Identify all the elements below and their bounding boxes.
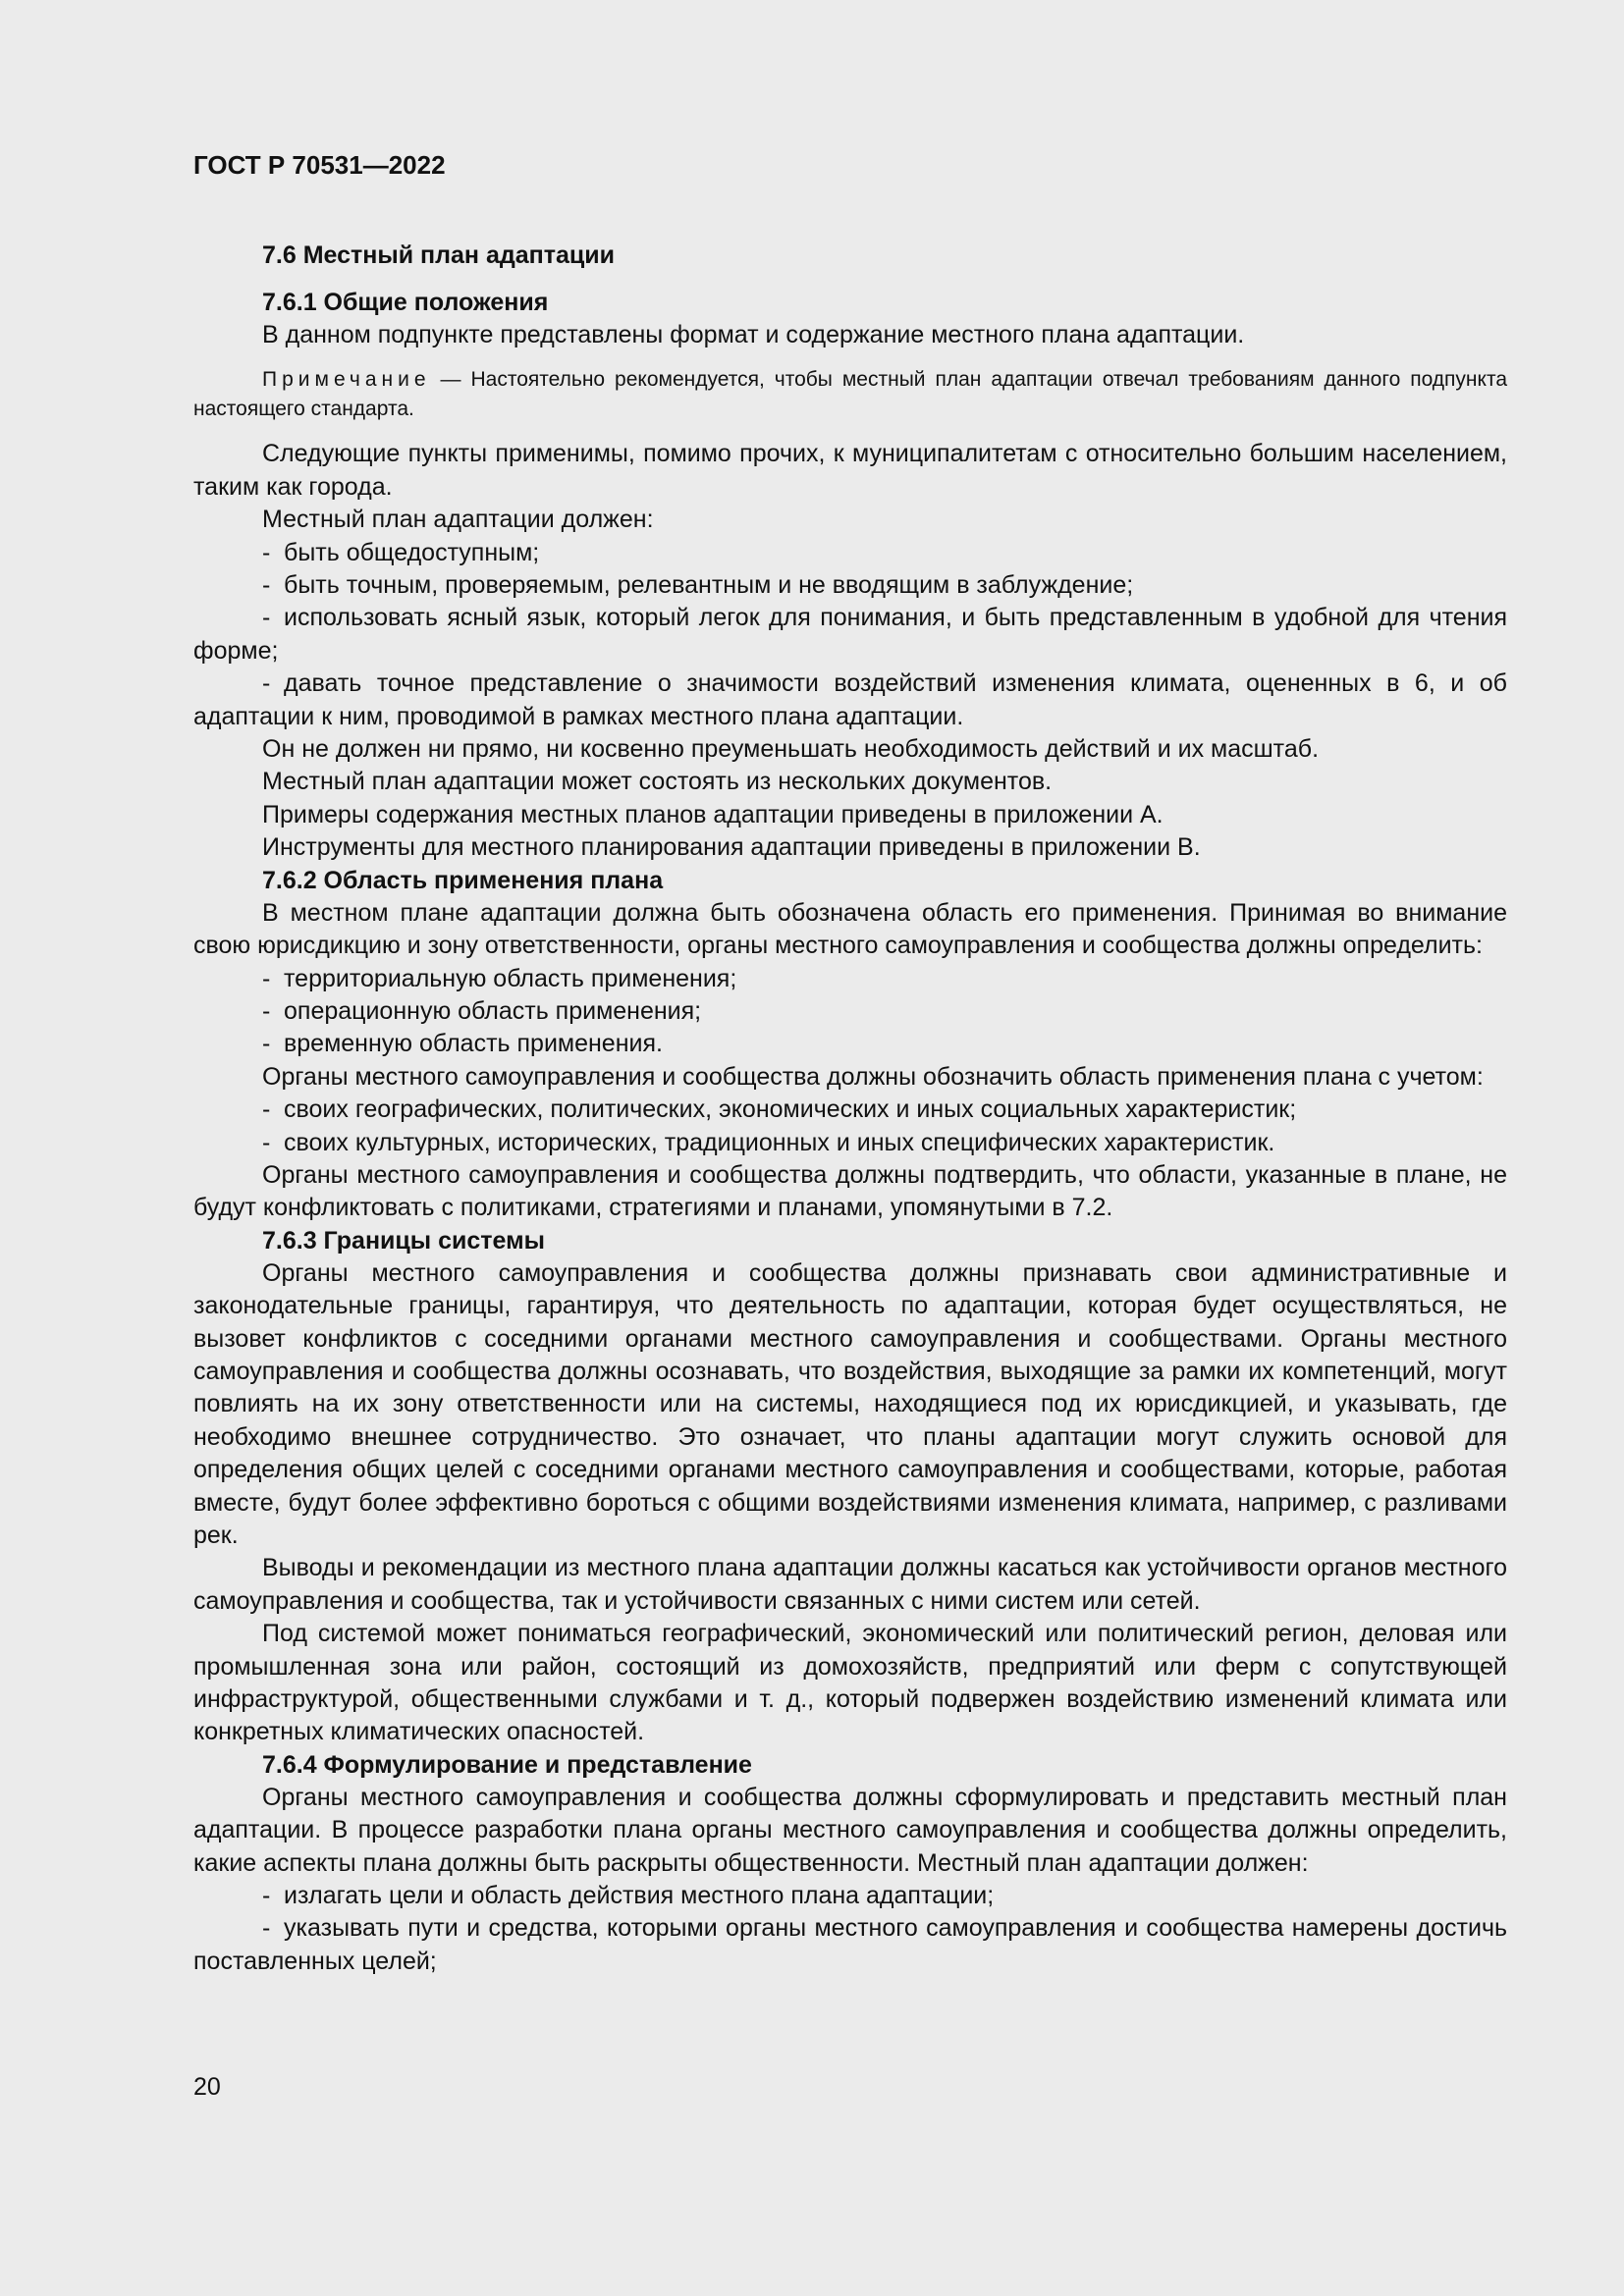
list-item (193, 1880, 1507, 1912)
list-item-text: излагать цели и область действия местного плана адаптации; (284, 1882, 995, 1910)
paragraph: Инструменты для местного планирования адаптации приведены в приложении В. (262, 833, 1201, 862)
paragraph: Органы местного самоуправления и сообщества должны сформулировать и представить местный план адаптации. В процессе разработки плана органы местного самоуправления и сообщества должны определить, какие аспекты плана должны быть раскрыты общественности. Местный план адаптации должен: (193, 1783, 1507, 1877)
paragraph: Следующие пункты применимы, помимо прочих, к муниципалитетам с относительно большим населением, таким как города. (193, 440, 1507, 501)
note (193, 365, 1507, 424)
list-dash: - (262, 1128, 271, 1156)
list-item (193, 1127, 1507, 1159)
list-dash: - (262, 1095, 271, 1124)
list-dash: - (262, 538, 271, 566)
list-item-text: временную область применения. (284, 1030, 663, 1058)
list-item (193, 1094, 1507, 1126)
list-dash: - (262, 1030, 271, 1058)
list-item-text: быть точным, проверяемым, релевантным и не вводящим в заблуждение; (284, 571, 1134, 600)
list-item (193, 667, 1507, 733)
list-item-text: использовать ясный язык, который легок для понимания, и быть представленным в удобной для чтения форме; (193, 604, 1507, 665)
document-page (193, 147, 1507, 1978)
note-label: Примечание (262, 368, 431, 392)
list-item-text: своих географических, политических, экономических и иных социальных характеристик; (284, 1095, 1297, 1124)
paragraph: Местный план адаптации должен: (262, 506, 654, 534)
subsection-title: 7.6.2 Область применения плана (262, 866, 664, 894)
list-item-text: территориальную область применения; (284, 964, 737, 992)
subsection-title: 7.6.1 Общие положения (262, 289, 549, 316)
list-dash: - (262, 604, 271, 632)
list-dash: - (262, 964, 271, 992)
list-item (193, 963, 1507, 995)
paragraph: Органы местного самоуправления и сообщества должны обозначить область применения плана с учетом: (262, 1062, 1484, 1091)
section-title: 7.6 Местный план адаптации (262, 241, 615, 269)
paragraph: Органы местного самоуправления и сообщества должны признавать свои административные и законодательные границы, гарантируя, что деятельность по адаптации, которая будет осуществляться, не вызовет конфликтов с соседними органами местного самоуправления и сообществами. Органы местного самоуправления и сообщества должны осознавать, что воздействия, выходящие за рамки их компетенций, могут повлиять на их зону ответственности или на системы, находящиеся под их юрисдикцией, и указывать, где необходимо внешнее сотрудничество. Это означает, что планы адаптации могут служить основой для определения общих целей с соседними органами местного самоуправления и сообществами, которые, работая вместе, будут более эффективно бороться с общими воздействиями изменения климата, например, с разливами рек. (193, 1258, 1507, 1549)
paragraph: Выводы и рекомендации из местного плана адаптации должны касаться как устойчивости органов местного самоуправления и сообщества, так и устойчивости связанных с ними систем или сетей. (193, 1554, 1507, 1615)
list-dash: - (262, 996, 271, 1025)
list-item (193, 995, 1507, 1028)
list-item (193, 569, 1507, 602)
page-number: 20 (193, 2073, 221, 2101)
list-item (193, 537, 1507, 569)
paragraph: Примеры содержания местных планов адаптации приведены в приложении А. (262, 800, 1164, 828)
list-item (193, 1028, 1507, 1060)
paragraph: В данном подпункте представлены формат и содержание местного плана адаптации. (262, 321, 1245, 348)
document-code: ГОСТ Р 70531—2022 (193, 150, 446, 180)
list-item-text: указывать пути и средства, которыми органы местного самоуправления и сообщества намерены достичь поставленных целей; (193, 1914, 1507, 1975)
list-dash: - (262, 669, 271, 698)
paragraph: В местном плане адаптации должна быть обозначена область его применения. Принимая во внимание свою юрисдикцию и зону ответственности, органы местного самоуправления и сообщества должны определить: (193, 898, 1507, 960)
list-item (193, 1912, 1507, 1978)
list-item-text: своих культурных, исторических, традиционных и иных специфических характеристик. (284, 1128, 1275, 1156)
list-item-text: операционную область применения; (284, 996, 702, 1025)
list-dash: - (262, 571, 271, 600)
list-dash: - (262, 1914, 271, 1943)
list-item-text: давать точное представление о значимости воздействий изменения климата, оцененных в 6, и об адаптации к ним, проводимой в рамках местного плана адаптации. (193, 669, 1507, 730)
subsection-title: 7.6.3 Границы системы (262, 1226, 545, 1255)
paragraph: Органы местного самоуправления и сообщества должны подтвердить, что области, указанные в плане, не будут конфликтовать с политиками, стратегиями и планами, упомянутыми в 7.2. (193, 1160, 1507, 1222)
list-item (193, 602, 1507, 667)
paragraph: Он не должен ни прямо, ни косвенно преуменьшать необходимость действий и их масштаб. (262, 735, 1320, 764)
subsection-title: 7.6.4 Формулирование и представление (262, 1750, 752, 1779)
list-dash: - (262, 1882, 271, 1910)
paragraph: Под системой может пониматься географический, экономический или политический регион, деловая или промышленная зона или район, состоящий из домохозяйств, предприятий или ферм с сопутствующей инфраструктурой, общественными службами и т. д., который подвержен воздействию изменений климата или конкретных климатических опасностей. (193, 1620, 1507, 1746)
note-text: — Настоятельно рекомендуется, чтобы местный план адаптации отвечал требованиям данного подпункта настоящего стандарта. (193, 368, 1507, 421)
list-item-text: быть общедоступным; (284, 538, 540, 566)
paragraph: Местный план адаптации может состоять из нескольких документов. (262, 768, 1053, 796)
